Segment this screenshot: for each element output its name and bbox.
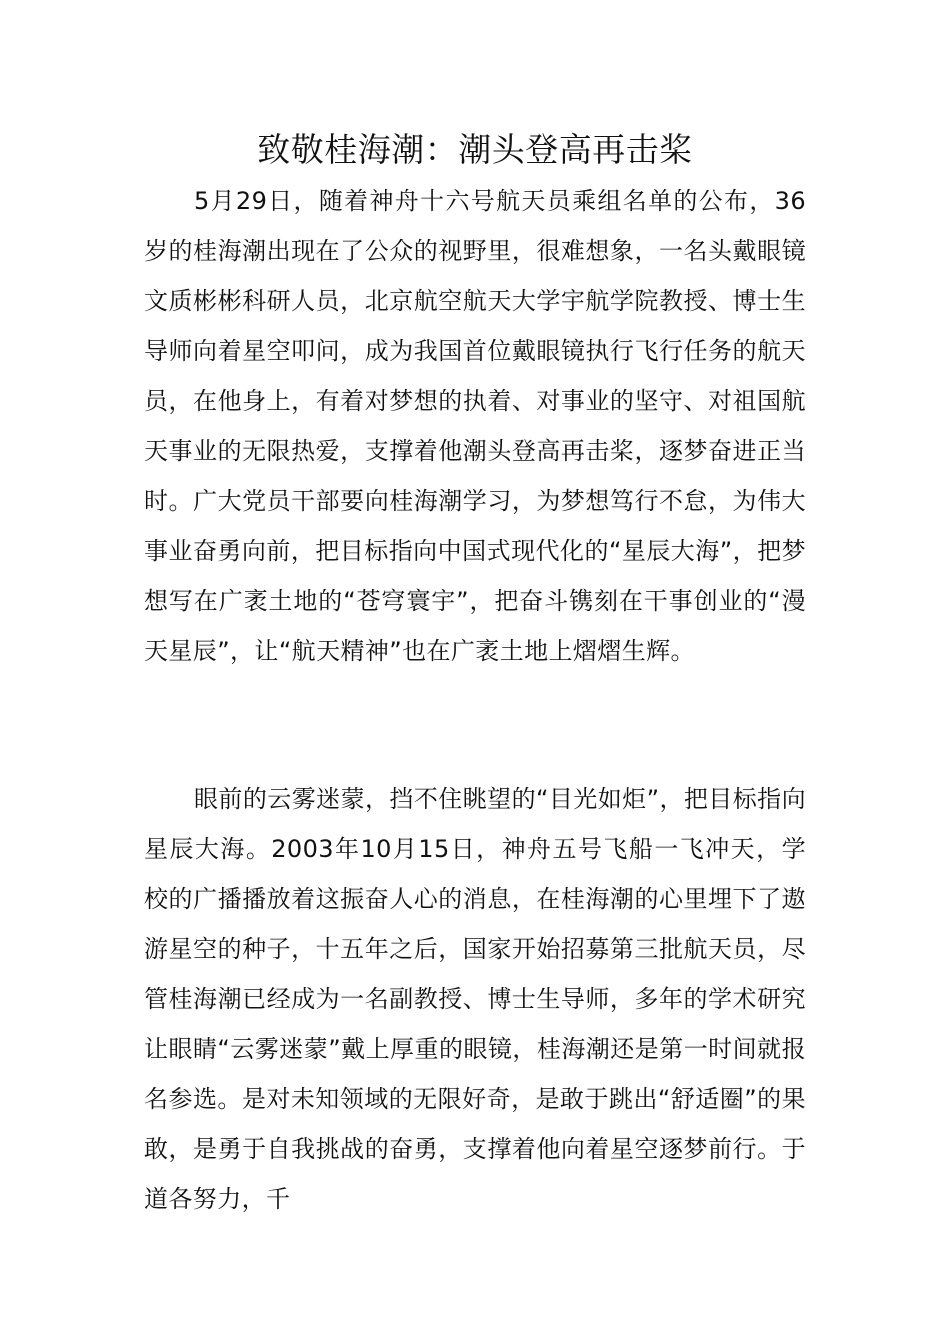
paragraph-2: 眼前的云雾迷蒙，挡不住眺望的“目光如炬”，把目标指向星辰大海。2003年10月15日，神舟五号飞船一飞冲天，学校的广播播放着这振奋人心的消息，在桂海潮的心里埋下了遨游星空的种子，十五年之后，国家开始招募第三批航天员，尽管桂海潮已经成为一名副教授、博士生导师，多年的学术研究让眼睛“云雾迷蒙”戴上厚重的眼镜，桂海潮还是第一时间就报名参选。是对未知领域的无限好奇，是敢于跳出“舒适圈”的果敢，是勇于自我挑战的奋勇，支撑着他向着星空逐梦前行。于道各努力，千 (144, 785, 806, 1213)
paragraph-1: 5月29日，随着神舟十六号航天员乘组名单的公布，36岁的桂海潮出现在了公众的视野里，很难想象，一名头戴眼镜文质彬彬科研人员，北京航空航天大学宇航学院教授、博士生导师向着星空叩问，成为我国首位戴眼镜执行飞行任务的航天员，在他身上，有着对梦想的执着、对事业的坚守、对祖国航天事业的无限热爱，支撑着他潮头登高再击桨，逐梦奋进正当时。广大党员干部要向桂海潮学习，为梦想笃行不怠，为伟大事业奋勇向前，把目标指向中国式现代化的“星辰大海”，把梦想写在广袤土地的“苍穹寰宇”，把奋斗镌刻在干事创业的“漫天星辰”，让“航天精神”也在广袤土地上熠熠生辉。 (144, 187, 806, 665)
document-title: 致敬桂海潮：潮头登高再击桨 (257, 130, 693, 169)
